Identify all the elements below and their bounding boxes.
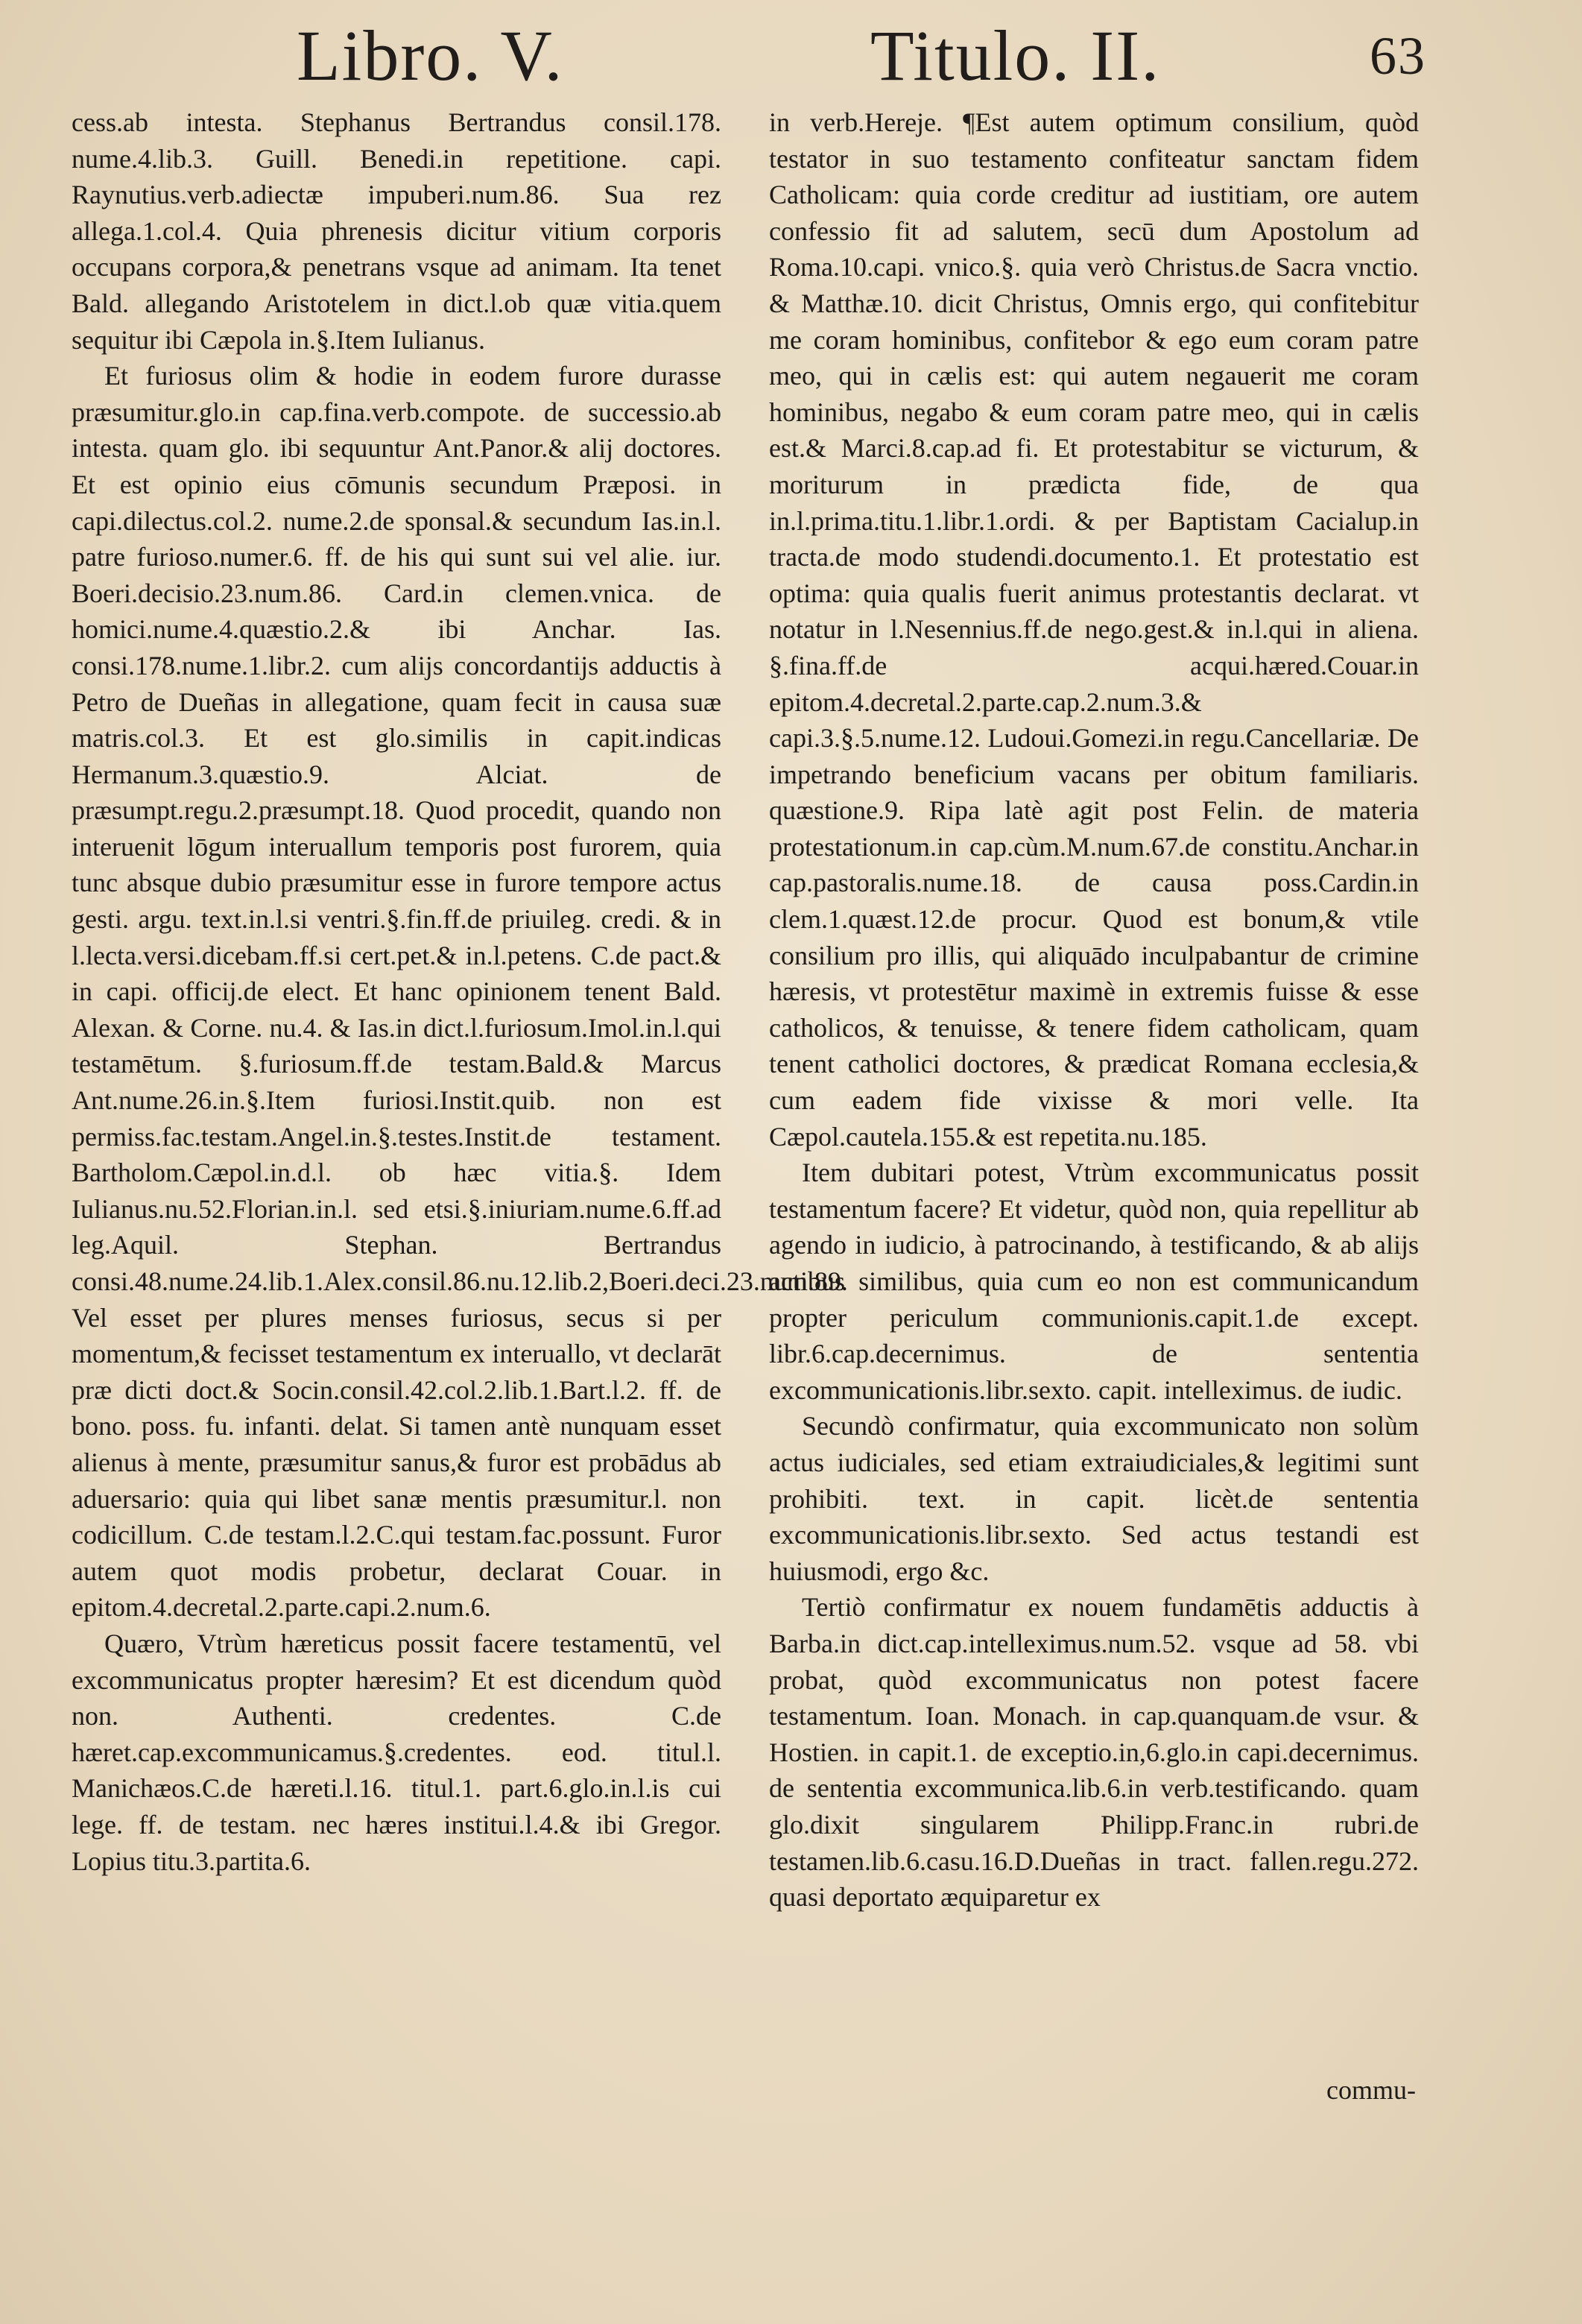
paragraph: Et furiosus olim & hodie in eodem furore durasse præsumitur.glo.in cap.fina.verb.compote. de successio.ab intesta. quam glo. ibi sequuntur Ant.Panor.& alij doctores. Et est opinio eius cōmunis secundum Præposi. in capi.dilectus.col.2. nume.2.de sponsal.& secundum Ias.in.l. patre furioso.numer.6. ff. de his qui sunt sui vel alie. iur. Boeri.decisio.23.num.86. Card.in clemen.vnica. de homici.nume.4.quæstio.2.& ibi Anchar. Ias. consi.178.nume.1.libr.2. cum alijs concordantijs adductis à Petro de Dueñas in allegatione, quam fecit in causa suæ matris.col.3. Et est glo.similis in capit.indicas Hermanum.3.quæstio.9. Alciat. de præsumpt.regu.2.præsumpt.18. Quod procedit, quando non interuenit lōgum interuallum temporis post furorem, quia tunc absque dubio præsumitur esse in furore tempore actus gesti. argu. text.in.l.si ventri.§.fin.ff.de priuileg. credi. & in l.lecta.versi.dicebam.ff.si cert.pet.& in.l.petens. C.de pact.& in capi. officij.de elect. Et hanc opinionem tenent Bald. Alexan. & Corne. nu.4. & Ias.in dict.l.furiosum.Imol.in.l.qui testamētum. §.furiosum.ff.de testam.Bald.& Marcus Ant.nume.26.in.§.Item furiosi.Instit.quib. non est permiss.fac.testam.Angel.in.§.testes.Instit.de testament. Bartholom.Cæpol.in.d.l. ob hæc vitia.§. Idem Iulianus.nu.52.Florian.in.l. sed etsi.§.iniuriam.nume.6.ff.ad leg.Aquil. Stephan. Bertrandus consi.48.nume.24.lib.1.Alex.consil.86.nu.12.lib.2,Boeri.deci.23.num.89. Vel esset per plures menses furiosus, secus si per momentum,& fecisset testamentum ex interuallo, vt declarāt præ dicti doct.& Socin.consil.42.col.2.lib.1.Bart.l.2. ff. de bono. poss. fu. infanti. delat. Si tamen antè nunquam esset alienus à mente, præsumitur sanus,& furor est probādus ab aduersario: quia qui libet sanæ mentis præsumitur.l. non codicillum. C.de testam.l.2.C.qui testam.fac.possunt. Furor autem quot modis probetur, declarat Couar. in epitom.4.decretal.2.parte.capi.2.num.6.	[72, 361, 848, 1623]
paragraph: Item dubitari potest, Vtrùm excommunicatus possit testamentum facere? Et videtur, quòd non, quia repellitur ab agendo in iudicio, à patrocinando, à testificando, & ab alijs actibus similibus, quia cum eo non est communicandum propter periculum communionis.capit.1.de except. libr.6.cap.decernimus. de sententia excommunicationis.libr.sexto. capit. intelleximus. de iudic.	[769, 1158, 1419, 1405]
header-title: Titulo. II.	[870, 16, 1161, 95]
right-column	[769, 104, 1419, 1916]
catchword: commu-	[1326, 2075, 1416, 2105]
folio-number: 63	[1370, 26, 1426, 86]
paragraph: cess.ab intesta. Stephanus Bertrandus consil.178. nume.4.lib.3. Guill. Benedi.in repetitione. capi. Raynutius.verb.adiectæ impuberi.num.86. Sua rez allega.1.col.4. Quia phrenesis dicitur vitium corporis occupans corpora,& penetrans vsque ad animam. Ita tenet Bald. allegando Aristotelem in dict.l.ob quæ vitia.quem sequitur ibi Cæpola in.§.Item Iulianus.	[72, 107, 721, 355]
paragraph: Secundò confirmatur, quia excommunicato non solùm actus iudiciales, sed etiam extraiudiciales,& legitimi sunt prohibiti. text. in capit. licèt.de sententia excommunicationis.libr.sexto. Sed actus testandi est huiusmodi, ergo &c.	[769, 1411, 1419, 1586]
header-book: Libro. V.	[297, 16, 564, 95]
paragraph: Tertiò confirmatur ex nouem fundamētis adductis à Barba.in dict.cap.intelleximus.num.52. vsque ad 58. vbi probat, quòd excommunicatus non potest facere testamentum. Ioan. Monach. in cap.quanquam.de vsur. & Hostien. in capit.1. de exceptio.in,6.glo.in capi.decernimus. de sententia excommunica.lib.6.in verb.testificando. quam glo.dixit singularem Philipp.Franc.in rubri.de testamen.lib.6.casu.16.D.Dueñas in tract. fallen.regu.272. quasi deportato æquiparetur ex	[769, 1592, 1419, 1913]
running-header	[0, 15, 1582, 97]
left-column	[72, 104, 848, 1879]
paragraph: Quæro, Vtrùm hæreticus possit facere testamentū, vel excommunicatus propter hæresim? Et est dicendum quòd non. Authenti. credentes. C.de hæret.cap.excommunicamus.§.credentes. eod. titul.l. Manichæos.C.de hæreti.l.16. titul.1. part.6.glo.in.l.is cui lege. ff. de testam. nec hæres institui.l.4.& ibi Gregor. Lopius titu.3.partita.6.	[72, 1628, 721, 1876]
paragraph: in verb.Hereje. ¶Est autem optimum consilium, quòd testator in suo testamento confiteatur sanctam fidem Catholicam: quia corde creditur ad iustitiam, ore autem confessio fit ad salutem, secū dum Apostolum ad Roma.10.capi. vnico.§. quia verò Christus.de Sacra vnctio. & Matthæ.10. dicit Christus, Omnis ergo, qui confitebitur me coram hominibus, confitebor & ego eum coram patre meo, qui in cælis est: qui autem negauerit me coram hominibus, negabo & eum coram patre meo, qui in cælis est.& Marci.8.cap.ad fi. Et protestabitur se victurum, & moriturum in prædicta fide, de qua in.l.prima.titu.1.libr.1.ordi. & per Baptistam Cacialup.in tracta.de modo studendi.documento.1. Et protestatio est optima: quia qualis fuerit animus protestantis declarat. vt notatur in l.Nesennius.ff.de nego.gest.& in.l.qui in aliena. §.fina.ff.de acqui.hæred.Couar.in epitom.4.decretal.2.parte.cap.2.num.3.& capi.3.§.5.nume.12. Ludoui.Gomezi.in regu.Cancellariæ. De impetrando beneficium vacans per obitum familiaris. quæstione.9. Ripa latè agit post Felin. de materia protestationum.in cap.cùm.M.num.67.de constitu.Anchar.in cap.pastoralis.nume.18. de causa poss.Cardin.in clem.1.quæst.12.de procur. Quod est bonum,& vtile consilium pro illis, qui aliquādo inculpabantur de crimine hæresis, vt protestētur maximè in extremis fuisse & esse catholicos, & tenuisse, & tenere fidem catholicam, quam tenent catholici doctores, & prædicat Romana ecclesia,& cum eadem fide vixisse & mori velle. Ita Cæpol.cautela.155.& est repetita.nu.185.	[769, 107, 1419, 1152]
